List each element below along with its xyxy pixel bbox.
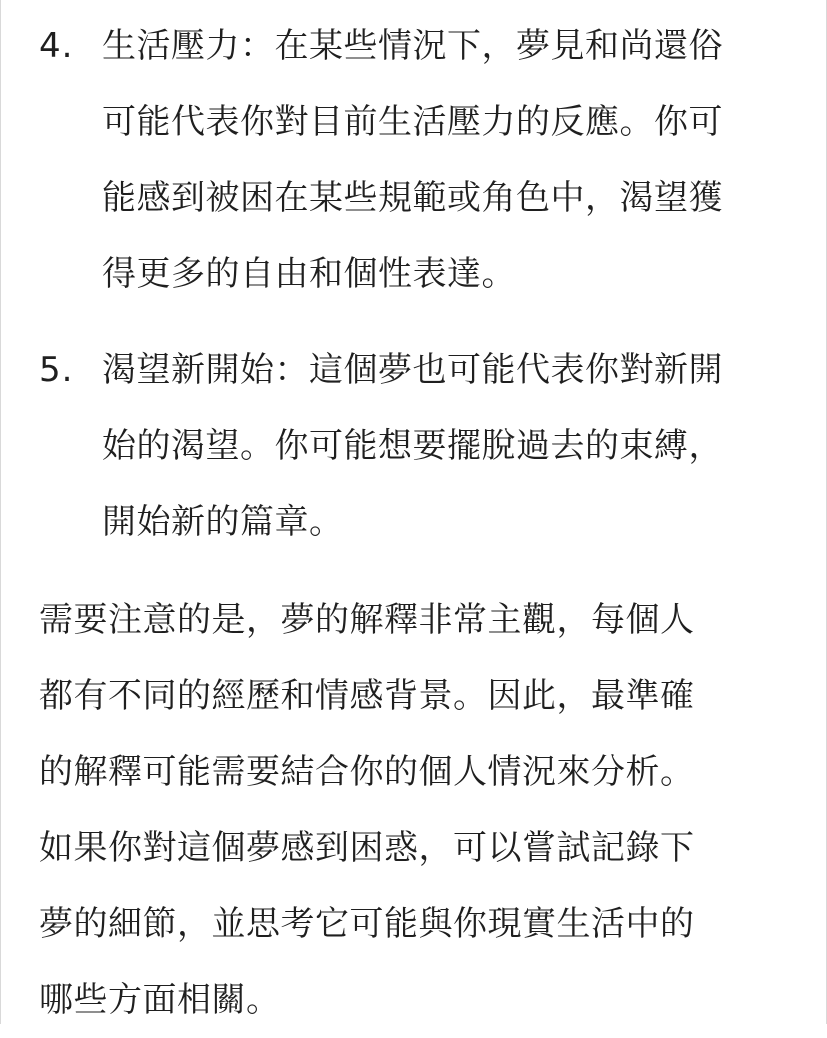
list-item-text-line: 開始新的篇章。	[102, 502, 344, 542]
list-item-text-line: 渴望新開始：這個夢也可能代表你對新開	[102, 350, 723, 390]
paragraph-line: 如果你對這個夢感到困惑，可以嘗試記錄下	[39, 828, 695, 868]
paragraph-line: 夢的細節，並思考它可能與你現實生活中的	[39, 904, 695, 944]
list-item-text-line: 能感到被困在某些規範或角色中，渴望獲	[102, 178, 723, 218]
list-item-text-line: 可能代表你對目前生活壓力的反應。你可	[102, 102, 723, 142]
paragraph-line: 需要注意的是，夢的解釋非常主觀，每個人	[39, 600, 695, 640]
list-item-text-line: 生活壓力：在某些情況下，夢見和尚還俗	[102, 26, 723, 66]
list-item-text-line: 得更多的自由和個性表達。	[102, 254, 516, 294]
paragraph-line: 都有不同的經歷和情感背景。因此，最準確	[39, 676, 695, 716]
list-item-number: 4.	[39, 26, 74, 66]
paragraph-line: 的解釋可能需要結合你的個人情況來分析。	[39, 752, 695, 792]
paragraph-line: 哪些方面相關。	[39, 980, 281, 1020]
list-item-number: 5.	[39, 350, 74, 390]
list-item-text-line: 始的渴望。你可能想要擺脫過去的束縛，	[102, 426, 723, 466]
